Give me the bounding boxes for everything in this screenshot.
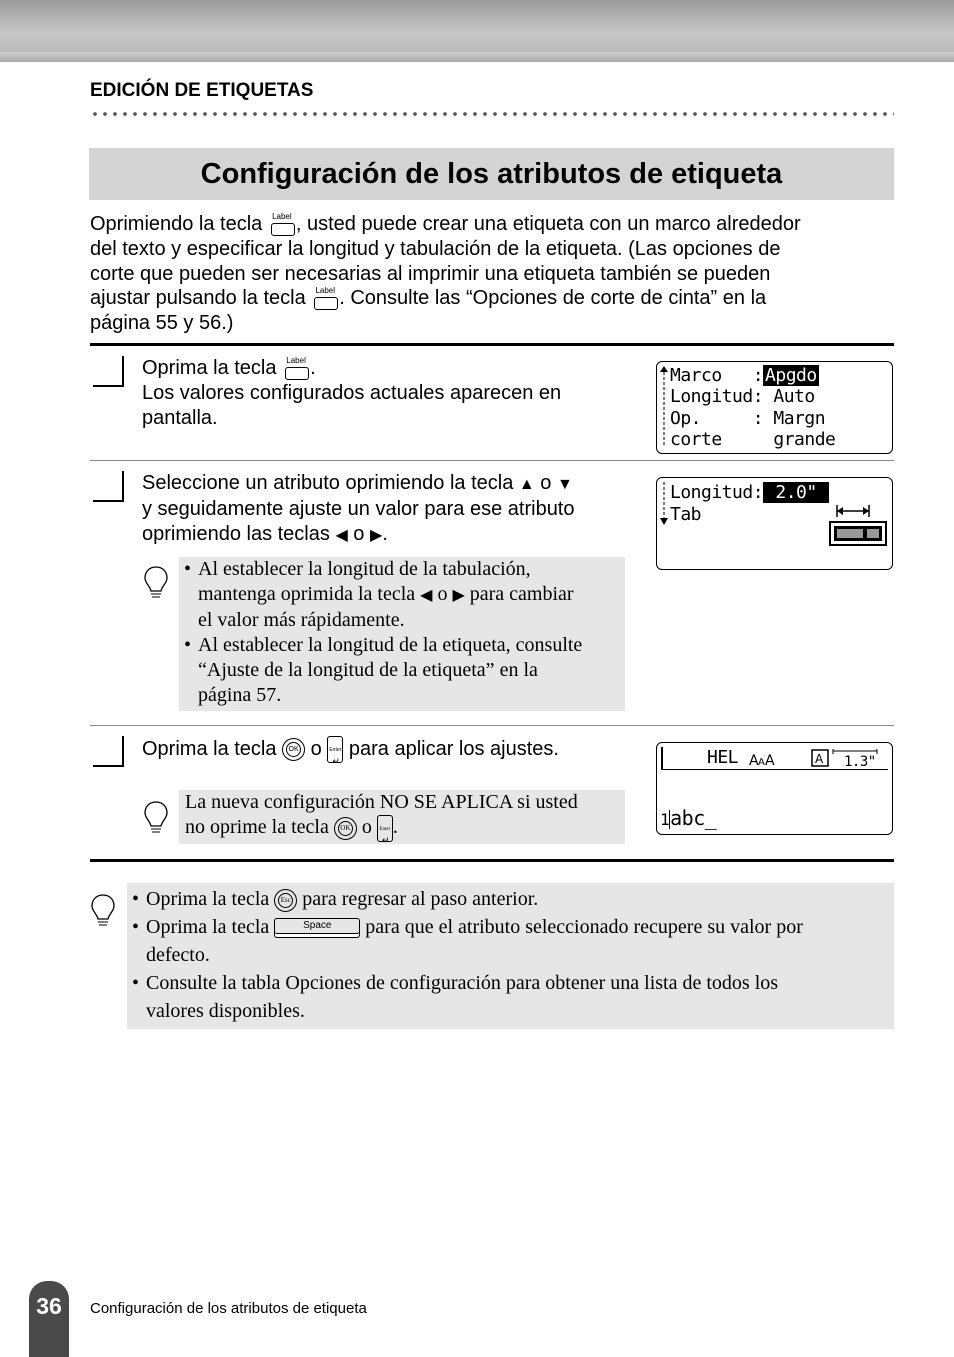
lcd-text: abc_ bbox=[670, 806, 717, 830]
space-key-icon: Space bbox=[274, 918, 360, 938]
step-text: oprimiendo las teclas bbox=[142, 523, 336, 545]
tip-text: • Al establecer la longitud de la etiqueta, consulte bbox=[198, 634, 583, 656]
key-caption: Esc bbox=[278, 893, 293, 908]
intro-text: página 55 y 56.) bbox=[90, 312, 234, 335]
svg-text:A: A bbox=[758, 757, 765, 768]
step-text: . bbox=[310, 357, 316, 379]
tip-text: “Ajuste de la longitud de la etiqueta” en la bbox=[198, 659, 538, 681]
key-caption: Label bbox=[286, 355, 306, 365]
lcd-selected-value: Apgdo bbox=[765, 365, 817, 386]
left-arrow-icon: ◀ bbox=[420, 587, 433, 604]
tip-item bbox=[146, 885, 890, 913]
tip-text: el valor más rápidamente. bbox=[198, 609, 405, 631]
tip-text: • Consulte la tabla Opciones de configuración para obtener una lista de todos los bbox=[146, 972, 779, 994]
step-divider bbox=[90, 460, 894, 461]
step-text: pantalla. bbox=[142, 407, 218, 429]
intro-paragraph bbox=[90, 212, 890, 336]
step-text: Oprima la tecla bbox=[142, 737, 283, 760]
top-decor-bar bbox=[0, 0, 954, 62]
lcd-screen-3 bbox=[656, 742, 893, 835]
intro-text: corte que pueden ser necesarias al imprimir una etiqueta también se pueden bbox=[90, 262, 771, 285]
step-marker bbox=[93, 471, 124, 502]
step-text: o bbox=[305, 737, 328, 760]
step-3-text bbox=[142, 736, 559, 766]
tip-item bbox=[198, 557, 621, 633]
tip-text: no oprime la tecla bbox=[185, 816, 334, 839]
lcd-text: Longitud: bbox=[670, 482, 764, 503]
tip-bulb-icon bbox=[91, 893, 115, 929]
tip-item bbox=[198, 633, 621, 708]
key-caption: Label bbox=[315, 286, 336, 296]
tip-text: mantenga oprimida la tecla bbox=[198, 583, 421, 605]
intro-text: Oprimiendo la tecla bbox=[90, 213, 268, 235]
step-2-text bbox=[142, 471, 575, 548]
lcd-text: Op. : Margn bbox=[670, 408, 826, 429]
step-text: o bbox=[534, 472, 557, 494]
lcd-text: corte grande bbox=[670, 429, 836, 450]
svg-text:A: A bbox=[749, 753, 759, 769]
dotted-divider bbox=[90, 111, 894, 117]
step-text: o bbox=[347, 523, 370, 545]
tip-text: • Al establecer la longitud de la tabulación, bbox=[198, 558, 531, 580]
step-divider bbox=[90, 725, 894, 726]
step-text: para aplicar los ajustes. bbox=[343, 737, 559, 760]
bottom-tip bbox=[127, 883, 894, 1029]
lcd-text: Tab bbox=[670, 504, 702, 525]
key-caption: Label bbox=[272, 211, 292, 221]
ok-key-icon bbox=[282, 738, 305, 761]
tip-bulb-icon bbox=[144, 565, 168, 601]
tip-item bbox=[146, 969, 890, 1025]
key-caption: Enter bbox=[329, 747, 342, 753]
intro-text: , usted puede crear una etiqueta con un marco alrededor bbox=[295, 213, 801, 235]
lcd-screen-2 bbox=[656, 477, 893, 570]
step-marker bbox=[93, 356, 124, 387]
intro-text: del texto y especificar la longitud y tabulación de la etiqueta. (Las opciones de bbox=[90, 237, 781, 260]
label-key-icon bbox=[311, 288, 339, 310]
svg-text:A: A bbox=[815, 752, 824, 766]
scroll-arrows-icon bbox=[660, 482, 668, 526]
tip-text: defecto. bbox=[146, 944, 210, 966]
lcd-text: Marco : bbox=[670, 365, 764, 386]
scroll-arrows-icon bbox=[660, 366, 668, 448]
tip-text: para regresar al paso anterior. bbox=[297, 888, 539, 910]
tip-text: valores disponibles. bbox=[146, 1000, 305, 1022]
tip-bulb-icon bbox=[144, 800, 168, 836]
right-arrow-icon: ▶ bbox=[452, 587, 465, 604]
step-1-text bbox=[142, 356, 561, 431]
lcd-selected-value: 2.0" bbox=[765, 482, 828, 503]
step-text: y seguidamente ajuste un valor para ese atributo bbox=[142, 498, 575, 520]
lcd-length-value: 1.3" bbox=[844, 754, 876, 770]
tip-text: para cambiar bbox=[464, 583, 574, 605]
enter-key-icon: Enter ↵ bbox=[377, 815, 393, 842]
footer-title: Configuración de los atributos de etiqueta bbox=[90, 1300, 367, 1317]
step-text: Seleccione un atributo oprimiendo la tecla bbox=[142, 472, 519, 494]
step-text: . bbox=[382, 523, 388, 545]
label-key-icon bbox=[268, 211, 296, 236]
tab-length-icon bbox=[829, 504, 889, 549]
tip-text: página 57. bbox=[198, 684, 282, 706]
intro-text: . Consulte las “Opciones de corte de cinta” en la bbox=[339, 287, 767, 310]
down-arrow-icon: ▼ bbox=[557, 476, 573, 493]
tip-text: La nueva configuración NO SE APLICA si usted bbox=[185, 791, 578, 813]
key-caption: OK bbox=[286, 742, 301, 757]
ok-key-icon bbox=[334, 817, 357, 840]
step-text: Los valores configurados actuales aparecen en bbox=[142, 382, 562, 404]
lcd-line-number: 1 bbox=[660, 810, 670, 829]
lcd-text: HEL bbox=[707, 747, 739, 768]
page-number: 36 bbox=[29, 1281, 69, 1357]
key-caption: OK bbox=[338, 821, 353, 836]
tip-text: o bbox=[432, 583, 453, 605]
tip-text: Oprima la tecla bbox=[146, 888, 275, 910]
title-band bbox=[89, 148, 894, 200]
section-rule-bottom bbox=[90, 859, 894, 862]
tip-item bbox=[146, 913, 890, 969]
svg-text:A: A bbox=[765, 753, 775, 769]
step-text: Oprima la tecla bbox=[142, 357, 283, 379]
step-marker bbox=[93, 736, 124, 767]
page-title: Configuración de los atributos de etiqueta bbox=[200, 157, 783, 190]
label-key-icon bbox=[282, 355, 310, 380]
step-2-tip bbox=[179, 557, 625, 711]
lcd-screen-1 bbox=[656, 361, 893, 454]
tip-text: o bbox=[356, 816, 377, 839]
left-arrow-icon: ◀ bbox=[335, 527, 348, 544]
tip-text: Oprima la tecla bbox=[146, 916, 275, 938]
key-caption: Enter bbox=[379, 827, 391, 832]
lcd-text: Longitud: Auto bbox=[670, 386, 815, 407]
up-arrow-icon: ▲ bbox=[518, 476, 535, 493]
section-rule-top bbox=[90, 343, 894, 346]
right-arrow-icon: ▶ bbox=[370, 527, 383, 544]
enter-key-icon: Enter ↵ bbox=[327, 736, 343, 763]
step-3-tip bbox=[179, 790, 625, 844]
tip-text: para que el atributo seleccionado recupere su valor por bbox=[360, 916, 803, 938]
tip-text: . bbox=[392, 816, 398, 839]
esc-key-icon bbox=[274, 889, 297, 912]
intro-text: ajustar pulsando la tecla bbox=[90, 287, 312, 310]
section-header: EDICIÓN DE ETIQUETAS bbox=[90, 80, 314, 101]
